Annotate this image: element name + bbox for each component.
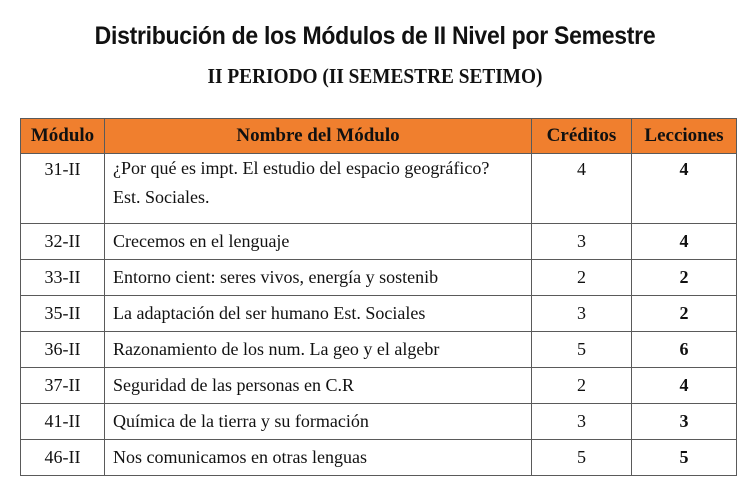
module-credits: 2 — [532, 260, 632, 296]
module-lessons: 2 — [632, 296, 737, 332]
header-modulo: Módulo — [21, 119, 105, 154]
module-name: La adaptación del ser humano Est. Sociales — [105, 296, 532, 332]
module-lessons: 3 — [632, 404, 737, 440]
table-row — [21, 154, 737, 224]
table-row — [21, 296, 737, 332]
module-credits: 4 — [532, 154, 632, 224]
module-name-line2: Est. Sociales. — [113, 187, 210, 207]
header-lecciones: Lecciones — [632, 119, 737, 154]
module-lessons: 2 — [632, 260, 737, 296]
module-code: 36-II — [21, 332, 105, 368]
module-credits: 3 — [532, 224, 632, 260]
table-row — [21, 224, 737, 260]
module-code: 41-II — [21, 404, 105, 440]
module-credits: 5 — [532, 440, 632, 476]
module-credits: 5 — [532, 332, 632, 368]
module-name: Nos comunicamos en otras lenguas — [105, 440, 532, 476]
module-name — [105, 154, 532, 224]
module-code: 31-II — [21, 154, 105, 224]
header-nombre: Nombre del Módulo — [105, 119, 532, 154]
module-code: 46-II — [21, 440, 105, 476]
module-name: Química de la tierra y su formación — [105, 404, 532, 440]
module-lessons: 4 — [632, 368, 737, 404]
module-lessons: 4 — [632, 224, 737, 260]
module-credits: 2 — [532, 368, 632, 404]
module-lessons: 6 — [632, 332, 737, 368]
table-row — [21, 332, 737, 368]
module-name-line1: ¿Por qué es impt. El estudio del espacio geográfico? — [113, 158, 490, 178]
module-credits: 3 — [532, 404, 632, 440]
module-credits: 3 — [532, 296, 632, 332]
page-subtitle: II PERIODO (II SEMESTRE SETIMO) — [207, 64, 543, 88]
header-creditos: Créditos — [532, 119, 632, 154]
module-code: 33-II — [21, 260, 105, 296]
table-row — [21, 440, 737, 476]
modules-table — [20, 118, 737, 476]
module-name: Razonamiento de los num. La geo y el algebr — [105, 332, 532, 368]
module-name: Entorno cient: seres vivos, energía y sostenib — [105, 260, 532, 296]
module-name: Crecemos en el lenguaje — [105, 224, 532, 260]
module-lessons: 4 — [632, 154, 737, 224]
module-lessons: 5 — [632, 440, 737, 476]
table-header-row — [21, 119, 737, 154]
module-name: Seguridad de las personas en C.R — [105, 368, 532, 404]
module-code: 32-II — [21, 224, 105, 260]
page-title: Distribución de los Módulos de II Nivel por Semestre — [94, 22, 656, 50]
module-code: 35-II — [21, 296, 105, 332]
table-row — [21, 368, 737, 404]
table-row — [21, 260, 737, 296]
module-code: 37-II — [21, 368, 105, 404]
table-row — [21, 404, 737, 440]
